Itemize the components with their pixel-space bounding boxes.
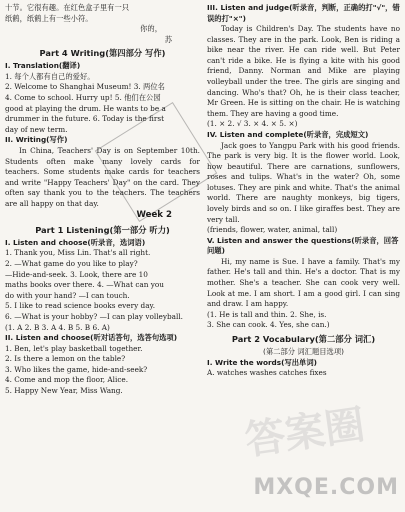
translation-line: good at playing the drum. He wants to be a bbox=[5, 103, 166, 113]
script-line: 1. Thank you, Miss Lin. That's all right. bbox=[5, 248, 151, 258]
script-line: 6. —What is your hobby? —I can play volleyball. bbox=[5, 311, 183, 321]
signature-name: 苏 bbox=[164, 34, 172, 44]
week-title: Week 2 bbox=[136, 210, 172, 221]
translation-line: 4. Come to school. Hurry up! 5. 他们在公园 bbox=[5, 93, 161, 103]
judge-heading: III. Listen and judge(听录音，判断，正确的打"√"，错误的打"×") bbox=[207, 3, 400, 23]
translation-line: day of new term. bbox=[5, 124, 68, 134]
script-line: 5. I like to read science books every day. bbox=[5, 301, 156, 311]
script-line: 3. Who likes the game, hide-and-seek? bbox=[5, 364, 148, 374]
part1-title: Part 1 Listening(第一部分 听力) bbox=[35, 224, 170, 235]
script-line: 5. Happy New Year, Miss Wang. bbox=[5, 385, 123, 395]
watermark-chinese: 答案圈 bbox=[242, 401, 368, 465]
part2-note: (第二部分 词汇题目选项) bbox=[263, 346, 344, 356]
listen-choose-1-heading: I. Listen and choose(听录音，选词语) bbox=[5, 237, 146, 247]
intro-line: 纸鹤，纸鹤上有一些小符。 bbox=[5, 13, 93, 23]
complete-heading: IV. Listen and complete(听录音，完成短文) bbox=[207, 129, 369, 139]
answer-line: (1. He is tall and thin. 2. She, is. bbox=[207, 309, 327, 319]
translation-heading: I. Translation(翻译) bbox=[5, 61, 81, 71]
write-line: A. watches washes catches fixes bbox=[207, 368, 327, 378]
part2-title: Part 2 Vocabulary(第二部分 词汇) bbox=[231, 333, 376, 344]
writing-heading: II. Writing(写作) bbox=[5, 135, 68, 145]
script-line: 1. Ben, let's play basketball together. bbox=[5, 343, 143, 353]
right-column bbox=[207, 3, 400, 379]
complete-paragraph: Jack goes to Yangpu Park with his good friends. The park is very big. It is the flower world. Look, how beautiful. There are carnations, sunflowers, roses and tulips. What's in the water? Oh, some lotuses. They are pink and white. That's the animal world. There are naughty monkeys, big tigers, lovely birds and so on. I like giraffes best. They are very tall. bbox=[207, 140, 400, 224]
script-line: 4. Come and mop the floor, Alice. bbox=[5, 375, 129, 385]
signature-line: 你的， bbox=[140, 24, 162, 34]
writing-paragraph: In China, Teachers' Day is on September 10th. Students often make many lovely cards for teachers. Some students make cards for teachers and write "Happy Teachers' Day" on the card. They often say thank you to the teachers. The teachers are all happy on that day. bbox=[5, 145, 200, 208]
write-heading: I. Write the words(写出单词) bbox=[207, 357, 317, 367]
watermark-logo: MXQE.COM bbox=[253, 475, 399, 501]
judge-paragraph: Today is Children's Day. The students have no classes. They are in the park. Look, Ben is riding a bike near the river. He can ride well. But Peter can't ride a bike. He is flying a kite with his good friend, Danny. Norman and Mike are playing volleyball under the tree. The girls are singing and dancing. Who's that? Oh, he is their class teacher, Mr Green. He is sitting on the chair. He is watching them. They are having a good time. bbox=[207, 24, 400, 118]
intro-line: 十节。它很有趣。在红色盒子里有一只 bbox=[5, 3, 130, 12]
script-line: 2. —What game do you like to play? bbox=[5, 259, 138, 269]
translation-line: drummer in the future. 6. Today is the first bbox=[5, 114, 165, 124]
script-line: 2. Is there a lemon on the table? bbox=[5, 354, 126, 364]
listen-choose-2-heading: II. Listen and choose(听对话答句，选答句选项) bbox=[5, 333, 178, 343]
complete-answers: (friends, flower, water, animal, tall) bbox=[207, 225, 338, 235]
script-line: —Hide-and-seek. 3. Look, there are 10 bbox=[5, 269, 148, 279]
script-line: maths books over there. 4. —What can you bbox=[5, 280, 164, 290]
answer-line: 3. She can cook. 4. Yes, she can.) bbox=[207, 320, 330, 330]
answer-heading: V. Listen and answer the questions(听录音，回答问题) bbox=[207, 235, 399, 256]
translation-line: 2. Welcome to Shanghai Museum! 3. 两位名 bbox=[5, 82, 165, 92]
part4-title: Part 4 Writing(第四部分 写作) bbox=[39, 48, 166, 59]
answer-paragraph: Hi, my name is Sue. I have a family. That's my father. He's tall and thin. He's a doctor. That is my mother. She's a teacher. She can cook very well. Look at me. I am short. I am a good girl. I can sing and draw. I am happy. bbox=[207, 256, 400, 309]
translation-line: 1. 每个人都有自己的爱好。 bbox=[5, 71, 95, 81]
answer-line: (1. A 2. B 3. A 4. B 5. B 6. A) bbox=[5, 322, 110, 332]
judge-answers: (1. × 2. √ 3. × 4. × 5. ×) bbox=[207, 119, 298, 129]
script-line: do with your hand? —I can touch. bbox=[5, 290, 130, 300]
left-column bbox=[5, 3, 200, 397]
